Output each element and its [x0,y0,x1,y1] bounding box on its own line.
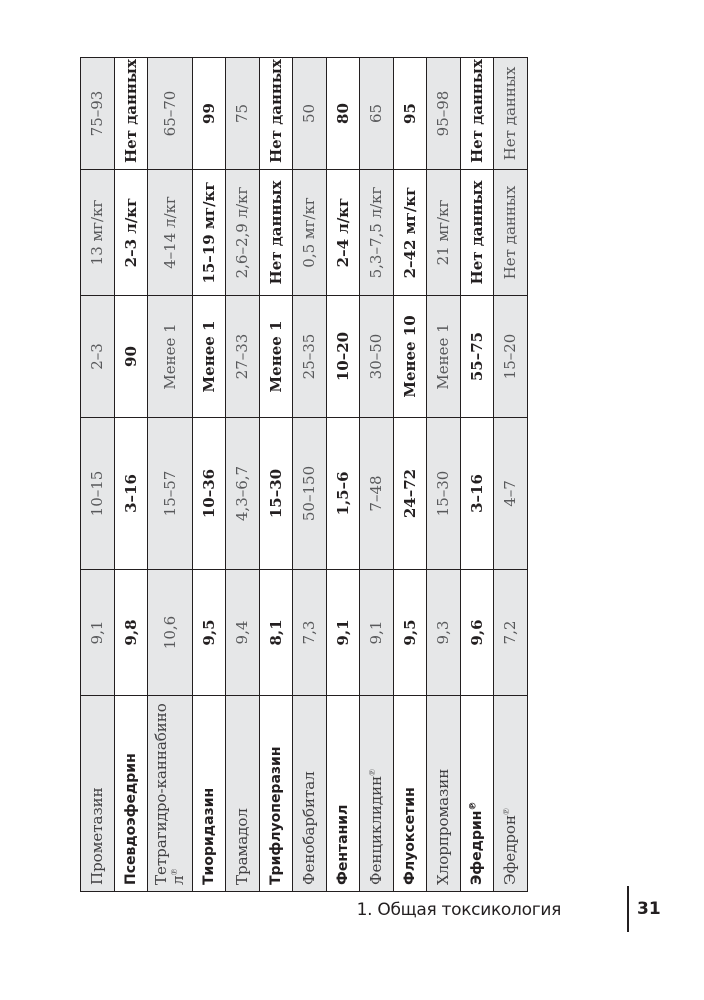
cell-drug-name [360,696,394,892]
cell-c3: Менее 1 [260,296,293,418]
table-row [260,58,293,892]
cell-c1: 9,1 [360,570,394,696]
cell-c1: 9,1 [81,570,115,696]
cell-c1: 9,6 [461,570,494,696]
cell-c5: Нет данных [461,58,494,170]
cell-c1: 9,8 [115,570,148,696]
cell-drug-name [427,696,461,892]
cell-c1: 7,2 [494,570,528,696]
cell-c5: 75 [226,58,260,170]
cell-c2: 4,3–6,7 [226,418,260,570]
registered-mark-icon: ℗ [502,808,512,816]
cell-c4: 2–4 л/кг [327,170,360,296]
page-number: 31 [637,899,661,919]
cell-c1: 9,5 [193,570,226,696]
cell-c4: 4–14 л/кг [148,170,193,296]
cell-c5: Нет данных [260,58,293,170]
cell-c4: 2,6–2,9 л/кг [226,170,260,296]
cell-drug-name [193,696,226,892]
cell-c5: Нет данных [115,58,148,170]
drug-name: Эфедрин [468,810,485,885]
cell-c5: 75–93 [81,58,115,170]
cell-drug-name [148,696,193,892]
cell-c2: 1,5–6 [327,418,360,570]
table-row [81,58,115,892]
drug-name: Трифлуоперазин [267,746,284,885]
drug-name: Эфедрон [501,815,519,885]
cell-c2: 3–16 [115,418,148,570]
cell-c2: 7–48 [360,418,394,570]
cell-c2: 15–57 [148,418,193,570]
cell-c4: 2–3 л/кг [115,170,148,296]
cell-c5: 95–98 [427,58,461,170]
table-row [293,58,327,892]
cell-c3: 10–20 [327,296,360,418]
chapter-title: 1. Общая токсикология [356,900,561,920]
cell-c5: 95 [394,58,427,170]
cell-c5: 99 [193,58,226,170]
table-row [193,58,226,892]
registered-mark-icon: ℗ [467,801,478,811]
registered-mark-icon: ℗ [170,868,180,876]
table-row [494,58,528,892]
cell-c4: 15–19 мг/кг [193,170,226,296]
cell-drug-name [494,696,528,892]
drug-name: Прометазин [88,787,106,885]
cell-drug-name [81,696,115,892]
drug-name: Трамадол [233,808,251,885]
drug-name: Тиоридазин [200,787,217,885]
cell-c2: 4–7 [494,418,528,570]
cell-c3: Менее 1 [193,296,226,418]
cell-drug-name [327,696,360,892]
cell-c2: 15–30 [260,418,293,570]
table-row [115,58,148,892]
cell-c3: 2–3 [81,296,115,418]
toxicology-table [80,57,528,892]
drug-name: Хлорпромазин [434,768,452,885]
cell-c3: 25–35 [293,296,327,418]
cell-c3: 30–50 [360,296,394,418]
footer-divider [627,886,629,932]
table-row [226,58,260,892]
cell-c2: 10–36 [193,418,226,570]
cell-c3: 90 [115,296,148,418]
cell-c1: 7,3 [293,570,327,696]
cell-c1: 8,1 [260,570,293,696]
cell-c4: 5,3–7,5 л/кг [360,170,394,296]
cell-drug-name [461,696,494,892]
table-row [360,58,394,892]
cell-c3: 55–75 [461,296,494,418]
cell-c3: 15–20 [494,296,528,418]
cell-c1: 10,6 [148,570,193,696]
cell-c5: 65 [360,58,394,170]
drug-name: Фенциклидин [367,775,385,885]
cell-c4: Нет данных [461,170,494,296]
cell-c3: Менее 1 [427,296,461,418]
cell-c5: 80 [327,58,360,170]
rotated-table-block [80,58,525,892]
cell-c3: 27–33 [226,296,260,418]
cell-c4: Нет данных [260,170,293,296]
drug-name: Тетрагидро-каннабинол [152,703,187,885]
cell-c5: 65–70 [148,58,193,170]
cell-drug-name [394,696,427,892]
cell-c4: 2–42 мг/кг [394,170,427,296]
cell-drug-name [293,696,327,892]
cell-c4: 13 мг/кг [81,170,115,296]
table-row [427,58,461,892]
cell-c2: 15–30 [427,418,461,570]
drug-name: Флуоксетин [401,787,418,885]
registered-mark-icon: ℗ [368,769,378,776]
cell-c3: Менее 10 [394,296,427,418]
cell-c4: 0,5 мг/кг [293,170,327,296]
cell-c2: 3–16 [461,418,494,570]
page-footer [356,886,661,932]
drug-name: Фентанил [334,804,351,885]
cell-c1: 9,4 [226,570,260,696]
cell-c2: 24–72 [394,418,427,570]
cell-c4: 21 мг/кг [427,170,461,296]
table-row [327,58,360,892]
table-row [461,58,494,892]
cell-c3: Менее 1 [148,296,193,418]
drug-name: Псевдоэфедрин [122,753,139,885]
drug-name: Фенобарбитал [300,771,318,885]
cell-c5: 50 [293,58,327,170]
table-row [394,58,427,892]
cell-drug-name [115,696,148,892]
cell-c1: 9,3 [427,570,461,696]
cell-c4: Нет данных [494,170,528,296]
cell-c2: 50–150 [293,418,327,570]
table-row [148,58,193,892]
cell-drug-name [260,696,293,892]
cell-drug-name [226,696,260,892]
cell-c1: 9,1 [327,570,360,696]
cell-c1: 9,5 [394,570,427,696]
cell-c5: Нет данных [494,58,528,170]
cell-c2: 10–15 [81,418,115,570]
